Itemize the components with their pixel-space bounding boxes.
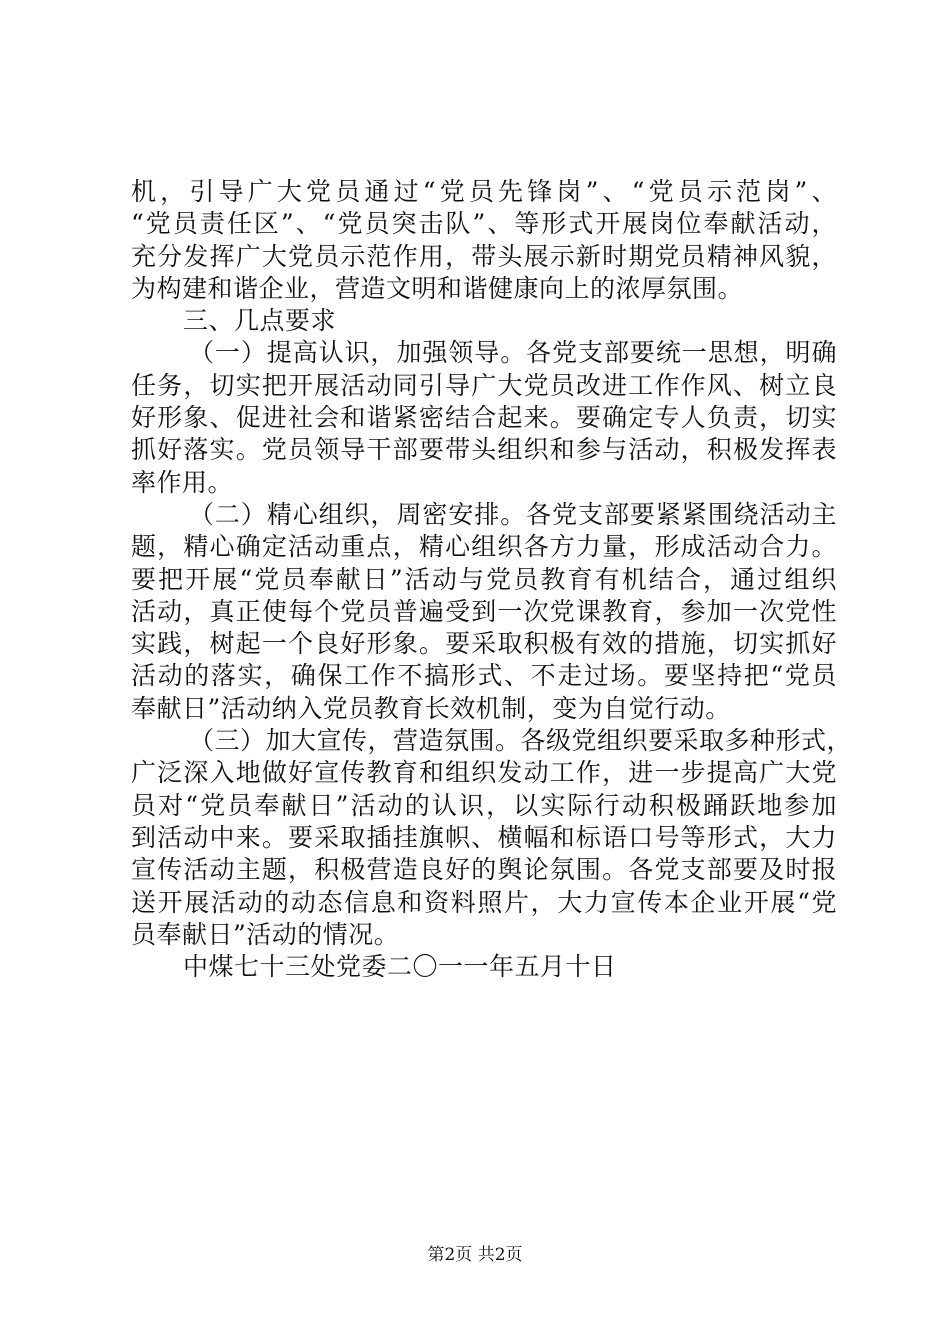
- body-line: 率作用。: [131, 467, 234, 497]
- body-line: 机，引导广大党员通过“党员先锋岗”、“党员示范岗”、: [131, 177, 837, 206]
- body-line: 充分发挥广大党员示范作用，带头展示新时期党员精神风貌，: [131, 241, 837, 271]
- paragraph-first-line: （三）加大宣传，营造氛围。各级党组织要采取多种形式，: [189, 726, 853, 756]
- body-line: 宣传活动主题，积极营造良好的舆论氛围。各党支部要及时报: [131, 855, 837, 885]
- document-body: [131, 176, 853, 983]
- body-line: 活动，真正使每个党员普遍受到一次党课教育，参加一次党性: [131, 596, 837, 626]
- body-line: 奉献日”活动纳入党员教育长效机制，变为自觉行动。: [131, 693, 731, 723]
- body-line: 为构建和谐企业，营造文明和谐健康向上的浓厚氛围。: [131, 273, 744, 303]
- body-line: 好形象、促进社会和谐紧密结合起来。要确定专人负责，切实: [131, 403, 837, 433]
- body-line: 送开展活动的动态信息和资料照片，大力宣传本企业开展“党: [131, 887, 837, 917]
- signature-date-line: 中煤七十三处党委二〇一一年五月十日: [183, 952, 617, 982]
- body-line: 员对“党员奉献日”活动的认识，以实际行动积极踊跃地参加: [131, 790, 837, 820]
- paragraph-first-line: （二）精心组织，周密安排。各党支部要紧紧围绕活动主: [189, 499, 837, 529]
- body-line: 抓好落实。党员领导干部要带头组织和参与活动，积极发挥表: [131, 435, 837, 465]
- body-line: 要把开展“党员奉献日”活动与党员教育有机结合，通过组织: [131, 564, 837, 594]
- body-line: 任务，切实把开展活动同引导广大党员改进工作作风、树立良: [131, 370, 837, 400]
- body-line: “党员责任区”、“党员突击队”、等形式开展岗位奉献活动，: [131, 209, 837, 239]
- body-line: 题，精心确定活动重点，精心组织各方力量，形成活动合力。: [131, 532, 837, 562]
- section-heading: 三、几点要求: [183, 306, 337, 336]
- paragraph-first-line: （一）提高认识，加强领导。各党支部要统一思想，明确: [189, 338, 837, 368]
- body-line: 实践，树起一个良好形象。要采取积极有效的措施，切实抓好: [131, 629, 837, 659]
- body-line: 广泛深入地做好宣传教育和组织发动工作，进一步提高广大党: [131, 758, 837, 788]
- body-line: 活动的落实，确保工作不搞形式、不走过场。要坚持把“党员: [131, 661, 837, 691]
- page-footer: 第2页 共2页: [427, 1245, 523, 1265]
- body-line: 到活动中来。要采取插挂旗帜、横幅和标语口号等形式，大力: [131, 822, 837, 852]
- body-line: 员奉献日”活动的情况。: [131, 919, 400, 949]
